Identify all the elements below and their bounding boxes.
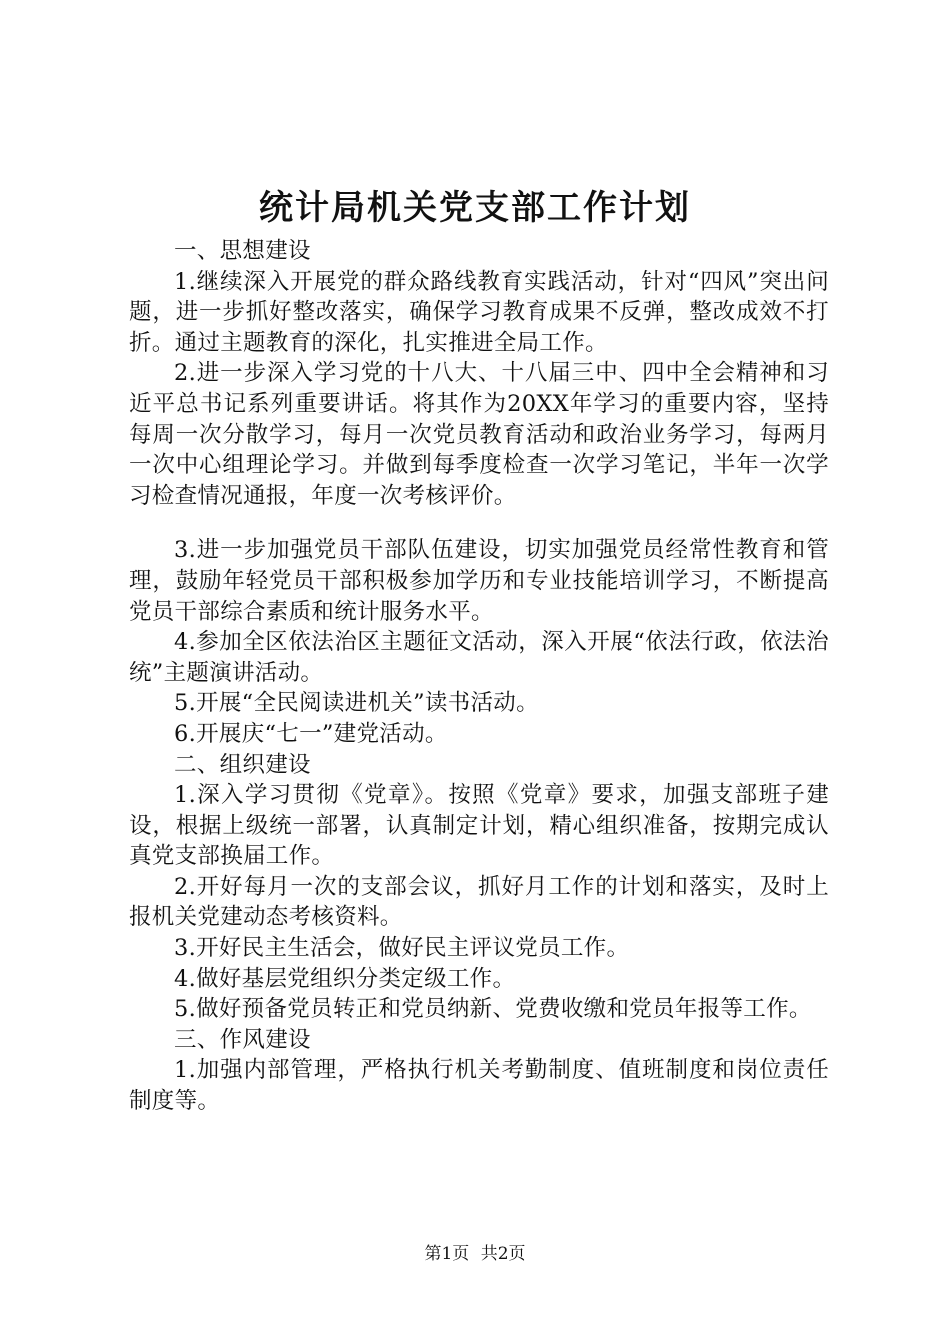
- paragraph: 2.开好每月一次的支部会议，抓好月工作的计划和落实，及时上报机关党建动态考核资料。: [129, 873, 829, 931]
- paragraph: 4.做好基层党组织分类定级工作。: [174, 965, 516, 992]
- paragraph: 4.参加全区依法治区主题征文活动，深入开展“依法行政，依法治统”主题演讲活动。: [129, 629, 829, 686]
- document-title: 统计局机关党支部工作计划: [259, 188, 691, 228]
- paragraph: 1.加强内部管理，严格执行机关考勤制度、值班制度和岗位责任制度等。: [129, 1057, 829, 1115]
- paragraph: 1.继续深入开展党的群众路线教育实践活动，针对“四风”突出问题，进一步抓好整改落实，确保学习教育成果不反弹，整改成效不打折。通过主题教育的深化，扎实推进全局工作。: [129, 268, 829, 356]
- paragraph: 2.进一步深入学习党的十八大、十八届三中、四中全会精神和习近平总书记系列重要讲话。将其作为20XX年学习的重要内容，坚持每周一次分散学习，每月一次党员教育活动和政治业务学习，每两月一次中心组理论学习。并做到每季度检查一次学习笔记，半年一次学习检查情况通报，年度一次考核评价。: [129, 360, 829, 509]
- section-heading-style: 三、作风建设: [174, 1026, 311, 1053]
- paragraph: 1.深入学习贯彻《党章》。按照《党章》要求，加强支部班子建设，根据上级统一部署，认真制定计划，精心组织准备，按期完成认真党支部换届工作。: [129, 782, 829, 870]
- paragraph: 6.开展庆“七一”建党活动。: [174, 720, 448, 747]
- page-number: 第1页: [424, 1244, 470, 1264]
- paragraph: 5.做好预备党员转正和党员纳新、党费收缴和党员年报等工作。: [174, 996, 812, 1023]
- paragraph: 3.进一步加强党员干部队伍建设，切实加强党员经常性教育和管理，鼓励年轻党员干部积极参加学历和专业技能培训学习，不断提高党员干部综合素质和统计服务水平。: [129, 537, 829, 625]
- section-heading-ideology: 一、思想建设: [174, 238, 311, 264]
- page-footer: [0, 1242, 950, 1266]
- paragraph: 3.开好民主生活会，做好民主评议党员工作。: [174, 935, 630, 962]
- document-body: [129, 236, 829, 1117]
- page-total: 共2页: [480, 1244, 526, 1264]
- paragraph: 5.开展“全民阅读进机关”读书活动。: [174, 690, 539, 717]
- section-heading-organization: 二、组织建设: [174, 751, 311, 778]
